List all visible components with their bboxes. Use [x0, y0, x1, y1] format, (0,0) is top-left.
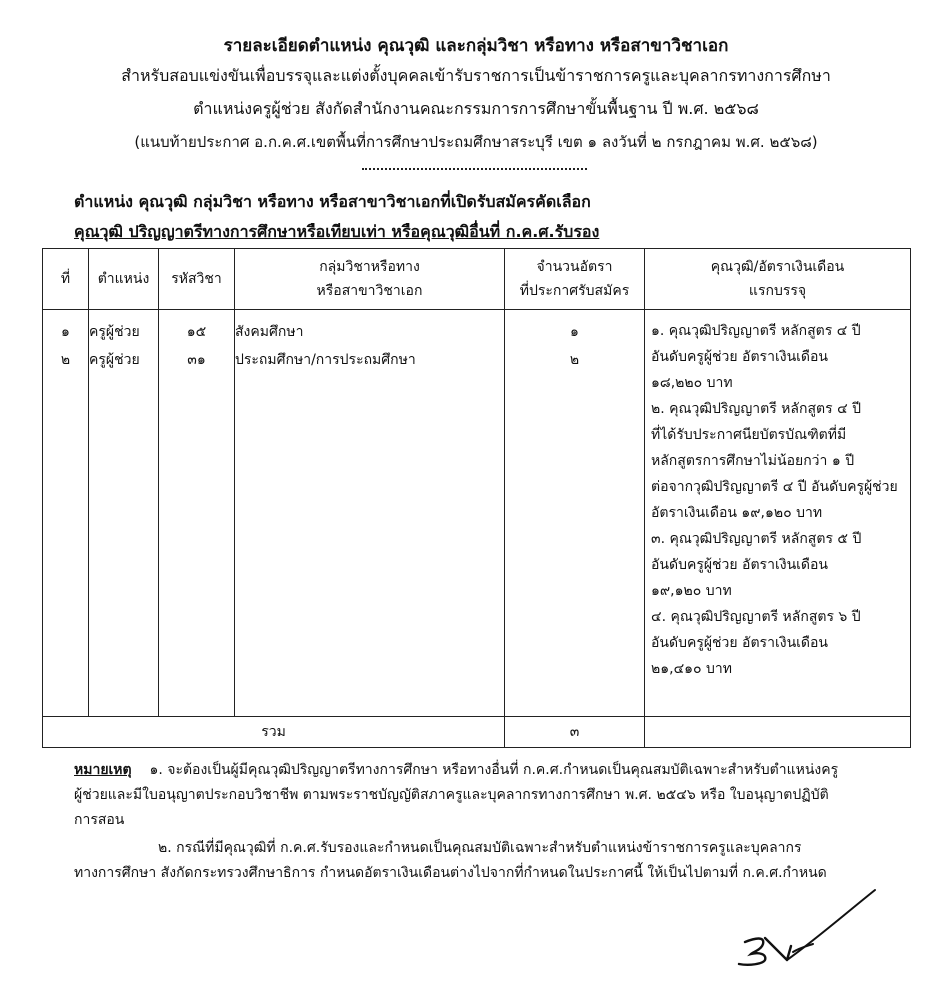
qualification-line: ๒. คุณวุฒิปริญญาตรี หลักสูตร ๔ ปี — [651, 401, 861, 417]
header-count-line-1: จำนวนอัตรา — [536, 259, 613, 275]
row-2-no: ๒ — [60, 352, 71, 368]
col-code — [159, 310, 235, 717]
qualification-heading: คุณวุฒิ ปริญญาตรีทางการศึกษาหรือเทียบเท่า หรือคุณวุฒิอื่นที่ ก.ค.ศ.รับรอง — [74, 222, 600, 241]
qualification-line: ต่อจากวุฒิปริญญาตรี ๔ ปี อันดับครูผู้ช่วย — [651, 479, 898, 495]
col-count — [505, 310, 645, 717]
qualification-line: ๒๑,๔๑๐ บาท — [651, 661, 733, 677]
note-2 — [74, 836, 914, 886]
qualification-line: อันดับครูผู้ช่วย อัตราเงินเดือน — [651, 349, 828, 365]
note-2-line-1: ๒. กรณีที่มีคุณวุฒิที่ ก.ค.ศ.รับรองและกำหนดเป็นคุณสมบัติเฉพาะสำหรับตำแหน่งข้าราชการครูและบุคลากร — [158, 840, 802, 856]
row-1-group: สังคมศึกษา — [235, 324, 304, 340]
header-count-line-2: ที่ประกาศรับสมัคร — [519, 283, 630, 299]
header-qual-line-2: แรกบรรจุ — [748, 283, 807, 299]
table-header-row — [43, 249, 911, 310]
total-label: รวม — [43, 717, 505, 748]
qualification-line: ๑๘,๒๒๐ บาท — [651, 375, 733, 391]
row-2-code: ๓๑ — [187, 352, 206, 368]
col-position — [89, 310, 159, 717]
row-1-no: ๑ — [61, 324, 70, 340]
qualification-line: ที่ได้รับประกาศนียบัตรบัณฑิตที่มี — [651, 427, 847, 443]
header-group-line-2: หรือสาขาวิชาเอก — [316, 283, 423, 299]
note-1-line-3: การสอน — [74, 812, 125, 828]
subtitle-line-1: สำหรับสอบแข่งขันเพื่อบรรจุและแต่งตั้งบุคคลเข้ารับราชการเป็นข้าราชการครูและบุคลากรทางการศึกษา — [121, 66, 831, 85]
note-1-line-1 — [74, 758, 914, 783]
col-group — [235, 310, 505, 717]
header-position: ตำแหน่ง — [89, 249, 159, 310]
note-1-text: ๑. จะต้องเป็นผู้มีคุณวุฒิปริญญาตรีทางการศึกษา หรือทางอื่นที่ ก.ค.ศ.กำหนดเป็นคุณสมบัติเฉพาะสำหรับตำแหน่งครู — [149, 762, 839, 778]
subtitle-line-2: ตำแหน่งครูผู้ช่วย สังกัดสำนักงานคณะกรรมการการศึกษาขั้นพื้นฐาน ปี พ.ศ. ๒๕๖๘ — [193, 99, 759, 118]
note-2-line-2: ทางการศึกษา สังกัดกระทรวงศึกษาธิการ กำหนดอัตราเงินเดือนต่างไปจากที่กำหนดในประกาศนี้ ให้เป็นไปตามที่ ก.ค.ศ.กำหนด — [74, 865, 827, 881]
col-qualification — [645, 310, 911, 717]
qualification-line: ๓. คุณวุฒิปริญญาตรี หลักสูตร ๕ ปี — [651, 531, 862, 547]
row-1-count: ๑ — [570, 324, 579, 340]
section-heading: ตำแหน่ง คุณวุฒิ กลุ่มวิชา หรือทาง หรือสาขาวิชาเอกที่เปิดรับสมัครคัดเลือก — [74, 192, 591, 211]
positions-table — [42, 248, 911, 748]
qualification-line: ๔. คุณวุฒิปริญญาตรี หลักสูตร ๖ ปี — [651, 609, 861, 625]
row-2-count: ๒ — [569, 352, 580, 368]
row-1-position: ครูผู้ช่วย — [89, 324, 140, 340]
header-code: รหัสวิชา — [159, 249, 235, 310]
handwritten-signature — [725, 880, 895, 970]
dotted-divider — [362, 168, 587, 170]
col-no — [43, 310, 89, 717]
row-2-position: ครูผู้ช่วย — [89, 352, 140, 368]
header-no: ที่ — [43, 249, 89, 310]
row-2-group: ประถมศึกษา/การประถมศึกษา — [235, 352, 416, 368]
qualification-line: หลักสูตรการศึกษาไม่น้อยกว่า ๑ ปี — [651, 453, 855, 469]
note-label: หมายเหตุ — [74, 762, 132, 778]
qualification-line: อัตราเงินเดือน ๑๙,๑๒๐ บาท — [651, 505, 823, 521]
subtitle-line-3: (แนบท้ายประกาศ อ.ก.ค.ศ.เขตพื้นที่การศึกษาประถมศึกษาสระบุรี เขต ๑ ลงวันที่ ๒ กรกฎาคม พ.ศ. ๒๕๖๘) — [134, 133, 818, 151]
qualification-line: ๑. คุณวุฒิปริญญาตรี หลักสูตร ๔ ปี — [651, 323, 861, 339]
note-1 — [74, 758, 914, 833]
header-count — [505, 249, 645, 310]
header-qualification — [645, 249, 911, 310]
table-body-row — [43, 310, 911, 717]
row-1-code: ๑๕ — [186, 324, 207, 340]
table-total-row — [43, 717, 911, 748]
note-1-line-2: ผู้ช่วยและมีใบอนุญาตประกอบวิชาชีพ ตามพระราชบัญญัติสภาครูและบุคลากรทางการศึกษา พ.ศ. ๒๕๔๖ หรือ ใบอนุญาตปฏิบัติ — [74, 787, 829, 803]
header-group-line-1: กลุ่มวิชาหรือทาง — [319, 259, 420, 275]
header-qual-line-1: คุณวุฒิ/อัตราเงินเดือน — [710, 259, 845, 275]
document-title: รายละเอียดตำแหน่ง คุณวุฒิ และกลุ่มวิชา หรือทาง หรือสาขาวิชาเอก — [223, 36, 729, 56]
qualification-line: ๑๙,๑๒๐ บาท — [651, 583, 732, 599]
total-empty-cell — [645, 717, 911, 748]
header-group — [235, 249, 505, 310]
qualification-line: อันดับครูผู้ช่วย อัตราเงินเดือน — [651, 635, 828, 651]
total-value: ๓ — [505, 717, 645, 748]
qualification-line: อันดับครูผู้ช่วย อัตราเงินเดือน — [651, 557, 828, 573]
